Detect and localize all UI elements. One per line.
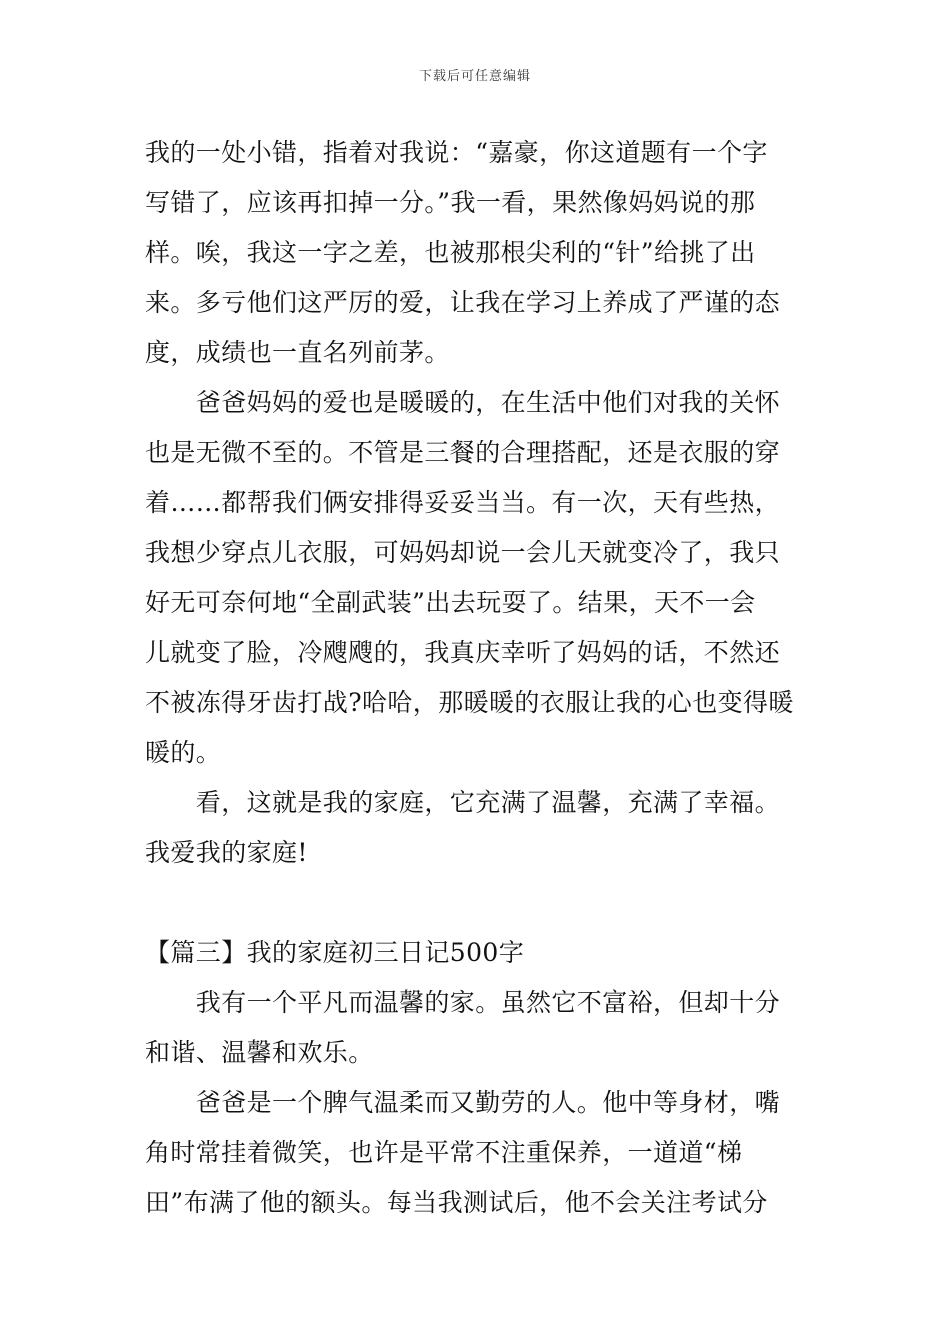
- text-line: 暖的。: [145, 738, 222, 767]
- text-line: 度，成绩也一直名列前茅。: [145, 338, 450, 367]
- text-line: 角时常挂着微笑，也许是平常不注重保养，一道道“梯: [145, 1138, 743, 1167]
- section-spacer: [145, 878, 809, 928]
- text-line: 也是无微不至的。不管是三餐的合理搭配，还是衣服的穿: [145, 438, 781, 467]
- section-title: 【篇三】我的家庭初三日记500字: [145, 938, 525, 967]
- text-line: 好无可奈何地“全副武装”出去玩耍了。结果，天不一会: [145, 588, 756, 617]
- text-line: 爸爸是一个脾气温柔而又勤劳的人。他中等身材，嘴: [145, 1088, 781, 1117]
- text-line: 写错了，应该再扣掉一分。”我一看，果然像妈妈说的那: [145, 188, 756, 217]
- text-line: 我有一个平凡而温馨的家。虽然它不富裕，但却十分: [145, 988, 781, 1017]
- text-line: 爸爸妈妈的爱也是暖暖的，在生活中他们对我的关怀: [145, 388, 781, 417]
- page-header: 下载后可任意编辑: [418, 69, 531, 84]
- text-line: 样。唉，我这一字之差，也被那根尖利的“针”给挑了出: [145, 238, 756, 267]
- text-line: 看，这就是我的家庭，它充满了温馨，充满了幸福。: [145, 788, 781, 817]
- document-body: [145, 128, 809, 1228]
- text-line: 和谐、温馨和欢乐。: [145, 1038, 374, 1067]
- text-line: 我爱我的家庭!: [145, 838, 308, 867]
- text-line: 田”布满了他的额头。每当我测试后，他不会关注考试分: [145, 1188, 768, 1217]
- text-line: 着……都帮我们俩安排得妥妥当当。有一次，天有些热，: [145, 488, 781, 517]
- text-line: 不被冻得牙齿打战?哈哈，那暖暖的衣服让我的心也变得暖: [145, 688, 794, 717]
- text-line: 来。多亏他们这严厉的爱，让我在学习上养成了严谨的态: [145, 288, 781, 317]
- text-line: 儿就变了脸，冷飕飕的，我真庆幸听了妈妈的话，不然还: [145, 638, 781, 667]
- text-line: 我的一处小错，指着对我说：“嘉豪，你这道题有一个字: [145, 138, 768, 167]
- text-line: 我想少穿点儿衣服，可妈妈却说一会儿天就变冷了，我只: [145, 538, 781, 567]
